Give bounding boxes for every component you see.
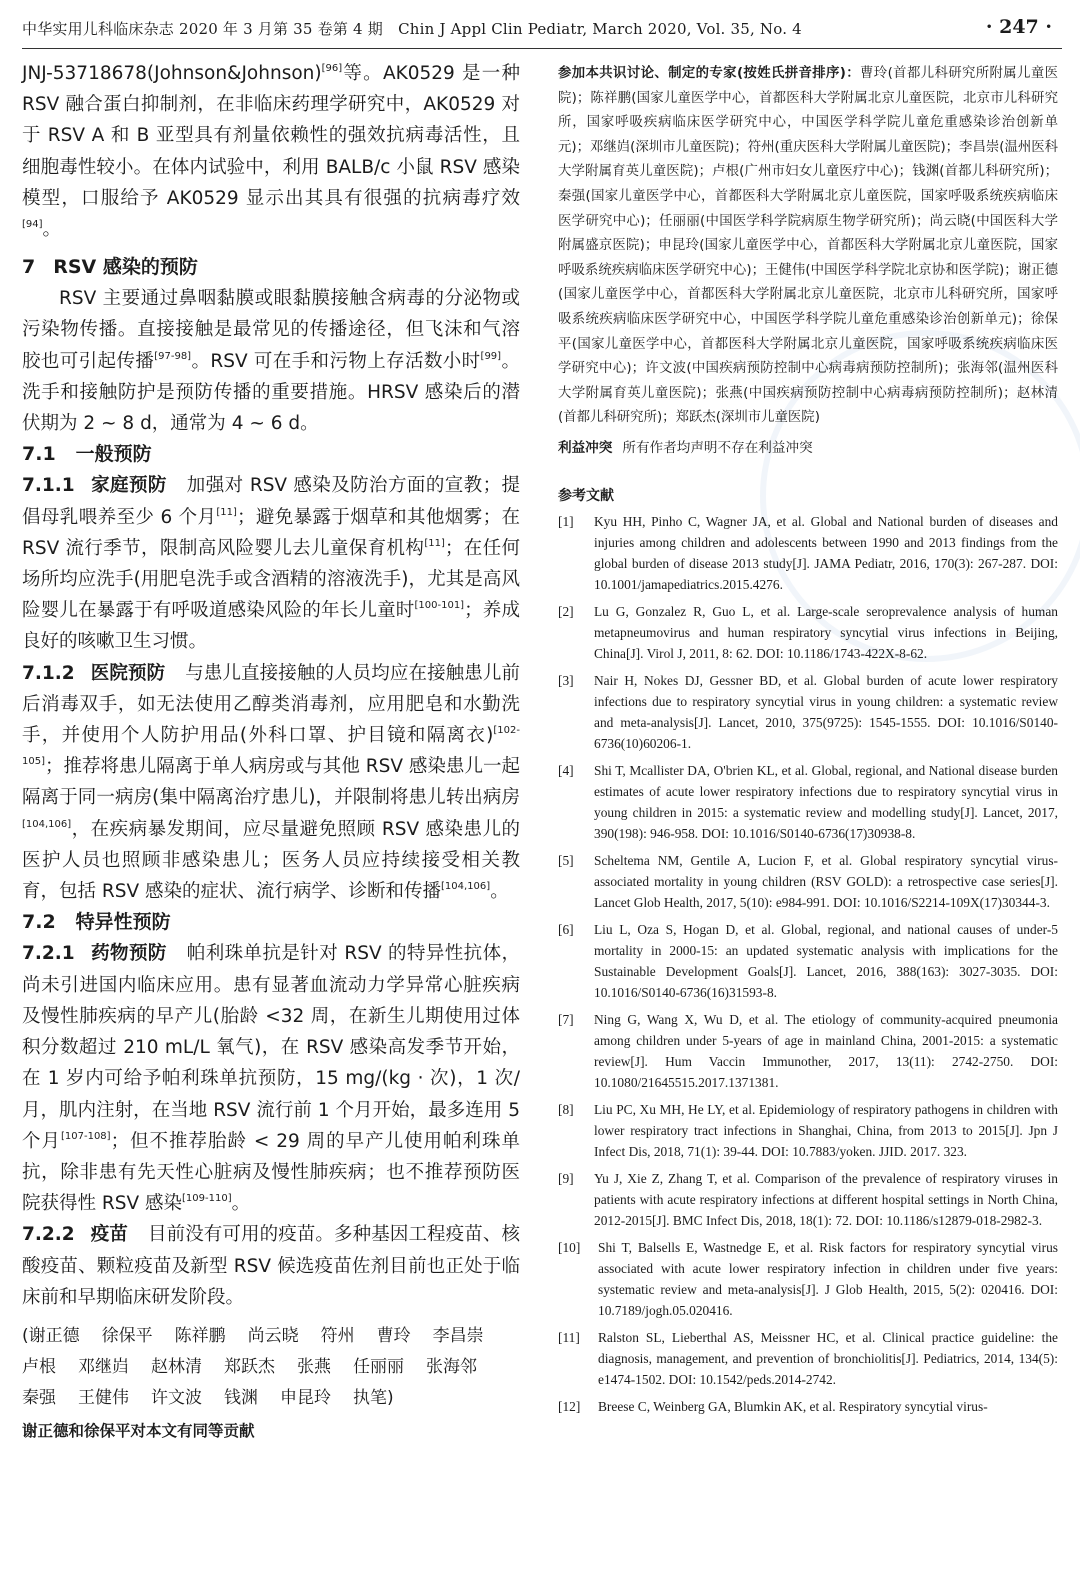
equal-contribution-note: 谢正德和徐保平对本文有同等贡献 (22, 1421, 255, 1440)
reference-item[interactable] (558, 1168, 1058, 1231)
intro-paragraph: JNJ-53718678(Johnson&Johnson)[96]等。AK0529 是一种 RSV 融合蛋白抑制剂，在非临床药理学研究中，AK0529 对于 RSV A 和 B 亚型具有剂量依赖性的强效抗病毒活性，且细胞毒性较小。在体内试验中，利用 BALB/c 小鼠 RSV 感染模型，口服给予 AK0529 显示出其具有很强的抗病毒疗效[94]。 (22, 63, 520, 241)
reference-item[interactable] (558, 1009, 1058, 1093)
citation[interactable]: [96] (321, 63, 343, 74)
citation[interactable]: [107-108] (60, 1130, 111, 1142)
writer-name: 钱渊 (224, 1387, 258, 1408)
experts-text: 曹玲(首都儿科研究所附属儿童医院)；陈祥鹏(国家儿童医学中心，首都医科大学附属北京儿童医院，北京市儿科研究所，国家呼吸疾病临床医学研究中心，中国医学科学院儿童危重感染诊治创新单元)；邓继岿(深圳市儿童医院)；符州(重庆医科大学附属儿童医院)；李昌崇(温州医科大学附属育英儿童医院)；卢根(广州市妇女儿童医疗中心)；钱渊(首都儿科研究所)；秦强(国家儿童医学中心，首都医科大学附属北京儿童医院，国家呼吸系统疾病临床医学研究中心)；任丽丽(中国医学科学院病原生物学研究所)；尚云晓(中国医科大学附属盛京医院)；申昆玲(国家儿童医学中心，首都医科大学附属北京儿童医院，国家呼吸系统疾病临床医学研究中心)；王健伟(中国医学科学院北京协和医学院)；谢正德(国家儿童医学中心，首都医科大学附属北京儿童医院，北京市儿科研究所，国家呼吸系统疾病临床医学研究中心，中国医学科学院儿童危重感染诊治创新单元)；徐保平(国家儿童医学中心，首都医科大学附属北京儿童医院，国家呼吸系统疾病临床医学研究中心)；许文波(中国疾病预防控制中心病毒病预防控制所)；张海邻(温州医科大学附属育英儿童医院)；张燕(中国疾病预防控制中心病毒病预防控制所)；赵林清(首都儿科研究所)；郑跃杰(深圳市儿童医院) (558, 66, 1059, 426)
writer-name: 卢根 (22, 1356, 56, 1377)
writer-name: 曹玲 (376, 1325, 411, 1346)
section-7-2-heading: 7.2 特异性预防 (22, 911, 171, 934)
reference-text: Liu PC, Xu MH, He LY, et al. Epidemiology of respiratory pathogens in children with lower respiratory tract infections in Shanghai, China, from 2013 to 2015[J]. Jpn J Infect Dis, 2018, 71(1): 39-44. DOI: 10.7883/yoken. JJID. 2017. 323. (594, 1101, 1058, 1159)
reference-number: [5] (558, 852, 574, 868)
writer-name: 张海邻 (426, 1356, 477, 1377)
header-rule (22, 48, 1062, 49)
reference-number: [12] (558, 1398, 581, 1414)
citation[interactable]: [11] (216, 506, 237, 518)
reference-text: Shi T, Mcallister DA, O'brien KL, et al. Global, regional, and National disease burden estimates of acute lower respiratory infections due to respiratory syncytial virus in young children in 2015: a systematic review and modelling study[J]. Lancet, 2017, 390(198): 946-958. DOI: 10.1016/S0140-6736(17)30938-8. (594, 762, 1058, 841)
reference-item[interactable] (558, 1396, 1058, 1417)
reference-item[interactable] (558, 850, 1058, 913)
page-number: · 247 · (985, 16, 1052, 38)
writer-name: 许文波 (151, 1387, 202, 1408)
section-7-2-2-paragraph: 7.2.2 疫苗 目前没有可用的疫苗。多种基因工程疫苗、核酸疫苗、颗粒疫苗及新型 RSV 候选疫苗佐剂目前也正处于临床前和早期临床研发阶段。 (22, 1224, 520, 1308)
reference-item[interactable] (558, 1327, 1058, 1390)
reference-item[interactable] (558, 760, 1058, 844)
reference-number: [2] (558, 603, 574, 619)
reference-item[interactable] (558, 1237, 1058, 1321)
writer-name: 王健伟 (78, 1387, 129, 1408)
references-heading: 参考文献 (558, 487, 614, 504)
section-7-1-heading: 7.1 一般预防 (22, 443, 152, 466)
writer-name: 徐保平 (101, 1325, 153, 1346)
writer-name: 尚云晓 (247, 1325, 299, 1346)
experts-paragraph (558, 62, 1058, 431)
writer-name: 申昆玲 (280, 1387, 331, 1408)
reference-text: Ralston SL, Lieberthal AS, Meissner HC, et al. Clinical practice guideline: the diagnosis, management, and prevention of bronchiolitis[J]. Pediatrics, 2014, 134(5): e1474-1502. DOI: 10.1542/peds.2014-2742. (598, 1329, 1058, 1387)
reference-text: Yu J, Xie Z, Zhang T, et al. Comparison of the prevalence of respiratory viruses in patients with acute respiratory infections at different hospital settings in North China, 2012-2015[J]. BMC Infect Dis, 2018, 18(1): 72. DOI: 10.1186/s12879-018-2982-3. (594, 1170, 1058, 1228)
reference-item[interactable] (558, 670, 1058, 754)
reference-text: Kyu HH, Pinho C, Wagner JA, et al. Global and National burden of diseases and injuries among children and adolescents between 1990 and 2013 findings from the global burden of disease 2013 study[J]. JAMA Pediatr, 2016, 170(3): 267-287. DOI: 10.1001/jamapediatrics.2015.4276. (594, 513, 1058, 592)
page-header (22, 14, 1062, 50)
right-column (558, 62, 1058, 1423)
reference-item[interactable] (558, 601, 1058, 664)
citation[interactable]: [97-98] (154, 350, 192, 362)
experts-label: 参加本共识讨论、制定的专家(按姓氏拼音排序)： (558, 66, 861, 81)
citation[interactable]: [104,106] (22, 818, 72, 830)
writer-name: 陈祥鹏 (174, 1325, 226, 1346)
reference-item[interactable] (558, 1099, 1058, 1162)
reference-text: Ning G, Wang X, Wu D, et al. The etiology of community-acquired pneumonia among children under 5-years of age in mainland China, 2001-2015: a systematic review[J]. Hum Vaccin Immunother, 2017, 13(11): 2742-2750. DOI: 10.1080/21645515.2017.1371381. (594, 1011, 1058, 1090)
citation[interactable]: [100-101] (414, 600, 465, 612)
section-7-paragraph: RSV 主要通过鼻咽黏膜或眼黏膜接触含病毒的分泌物或污染物传播。直接接触是最常见的传播途径，但飞沫和气溶胶也可引起传播[97-98]。RSV 可在手和污物上存活数小时[99]。洗手和接触防护是预防传播的重要措施。HRSV 感染后的潜伏期为 2 ~ 8 d，通常为 4 ~ 6 d。 (22, 288, 520, 435)
reference-number: [9] (558, 1170, 574, 1186)
section-7-1-2-paragraph: 7.1.2 医院预防 与患儿直接接触的人员均应在接触患儿前后消毒双手，如无法使用乙醇类消毒剂，应用肥皂和水勤洗手，并使用个人防护用品(外科口罩、护目镜和隔离衣)[102-105]；推荐将患儿隔离于单人病房或与其他 RSV 感染患儿一起隔离于同一病房(集中隔离治疗患儿)，并限制将患儿转出病房[104,106]，在疾病暴发期间，应尽量避免照顾 RSV 感染患儿的医护人员也照顾非感染患儿；医务人员应持续接受相关教育，包括 RSV 感染的症状、流行病学、诊断和传播[104,106]。 (22, 662, 520, 903)
section-7-1-1-paragraph: 7.1.1 家庭预防 加强对 RSV 感染及防治方面的宣教；提倡母乳喂养至少 6 个月[11]；避免暴露于烟草和其他烟雾；在 RSV 流行季节，限制高风险婴儿去儿童保育机构[11]；在任何场所均应洗手(用肥皂洗手或含酒精的溶液洗手)，尤其是高风险婴儿在暴露于有呼吸道感染风险的年长儿童时[100-101]；养成良好的咳嗽卫生习惯。 (22, 475, 520, 653)
left-column (22, 58, 520, 1447)
reference-text: Shi T, Balsells E, Wastnedge E, et al. Risk factors for respiratory syncytial virus associated with acute lower respiratory infection in children under five years: systematic review and meta-analysis[J]. J Glob Health, 2015, 5(2): 020416. DOI: 10.7189/jogh.05.020416. (598, 1239, 1058, 1318)
conflict-of-interest: 利益冲突 所有作者均声明不存在利益冲突 (558, 439, 813, 456)
section-7-heading: 7 RSV 感染的预防 (22, 256, 198, 279)
writer-name: 邓继岿 (78, 1356, 129, 1377)
reference-text: Scheltema NM, Gentile A, Lucion F, et al. Global respiratory syncytial virus-associated mortality in young children (RSV GOLD): a retrospective case series[J]. Lancet Glob Health, 2017, 5(10): e984-991. DOI: 10.1016/S2214-109X(17)30344-3. (594, 852, 1058, 910)
citation[interactable]: [94] (22, 219, 43, 231)
reference-number: [4] (558, 762, 574, 778)
citation[interactable]: [99] (480, 350, 502, 362)
writer-name: 谢正德 (28, 1325, 80, 1346)
reference-number: [1] (558, 513, 574, 529)
writer-name: 李昌崇 (432, 1325, 484, 1346)
writer-name: 秦强 (22, 1387, 56, 1408)
writer-name: 赵林清 (151, 1356, 202, 1377)
writers-list: (谢正德 徐保平 陈祥鹏 尚云晓 符州 曹玲 李昌崇卢根 邓继岿 赵林清 郑跃杰 张燕 任丽丽 张海邻秦强 王健伟 许文波 钱渊 申昆玲 执笔) (22, 1321, 520, 1414)
writer-name: 任丽丽 (353, 1356, 404, 1377)
running-head: 中华实用儿科临床杂志 2020 年 3 月第 35 卷第 4 期 Chin J Appl Clin Pediatr, March 2020, Vol. 35, No. 4 (22, 20, 802, 38)
citation[interactable]: [104,106] (441, 881, 491, 893)
reference-text: Nair H, Nokes DJ, Gessner BD, et al. Global burden of acute lower respiratory infections due to respiratory syncytial virus in young children: a systematic review and meta-analysis[J]. Lancet, 2010, 375(9725): 1545-1555. DOI: 10.1016/S0140-6736(10)60206-1. (594, 672, 1058, 751)
writer-name: 符州 (320, 1325, 355, 1346)
references-list (558, 511, 1058, 1417)
citation[interactable]: [109-110] (182, 1193, 232, 1205)
reference-text: Breese C, Weinberg GA, Blumkin AK, et al. Respiratory syncytial virus- (598, 1398, 988, 1414)
reference-number: [7] (558, 1011, 574, 1027)
reference-number: [10] (558, 1239, 581, 1255)
reference-text: Lu G, Gonzalez R, Guo L, et al. Large-scale seroprevalence analysis of human metapneumovirus and human respiratory syncytial virus infections in Beijing, China[J]. Virol J, 2011, 8: 62. DOI: 10.1186/1743-422X-8-62. (594, 603, 1058, 661)
writer-name: 郑跃杰 (224, 1356, 275, 1377)
reference-number: [6] (558, 921, 574, 937)
reference-number: [11] (558, 1329, 580, 1345)
reference-item[interactable] (558, 511, 1058, 595)
reference-text: Liu L, Oza S, Hogan D, et al. Global, regional, and national causes of under-5 mortality in 2000-15: an updated systematic analysis with implications for the Sustainable Development Goals[J]. Lancet, 2016, 388(163): 3027-3035. DOI: 10.1016/S0140-6736(16)31593-8. (594, 921, 1058, 1000)
reference-item[interactable] (558, 919, 1058, 1003)
reference-number: [3] (558, 672, 574, 688)
citation[interactable]: [102-105] (22, 725, 520, 768)
writer-name: 张燕 (297, 1356, 331, 1377)
reference-number: [8] (558, 1101, 574, 1117)
section-7-2-1-paragraph: 7.2.1 药物预防 帕利珠单抗是针对 RSV 的特异性抗体，尚未引进国内临床应用。患有显著血流动力学异常心脏疾病及慢性肺疾病的早产儿(胎龄 <32 周，在新生儿期使用过体积分数超过 210 mL/L 氧气)，在 RSV 感染高发季节开始，在 1 岁内可给予帕利珠单抗预防，15 mg/(kg · 次)，1 次/月，肌内注射，在当地 RSV 流行前 1 个月开始，最多连用 5 个月[107-108]；但不推荐胎龄 < 29 周的早产儿使用帕利珠单抗，除非患有先天性心脏病及慢性肺疾病；也不推荐预防医院获得性 RSV 感染[109-110]。 (22, 943, 520, 1215)
citation[interactable]: [11] (424, 537, 445, 549)
